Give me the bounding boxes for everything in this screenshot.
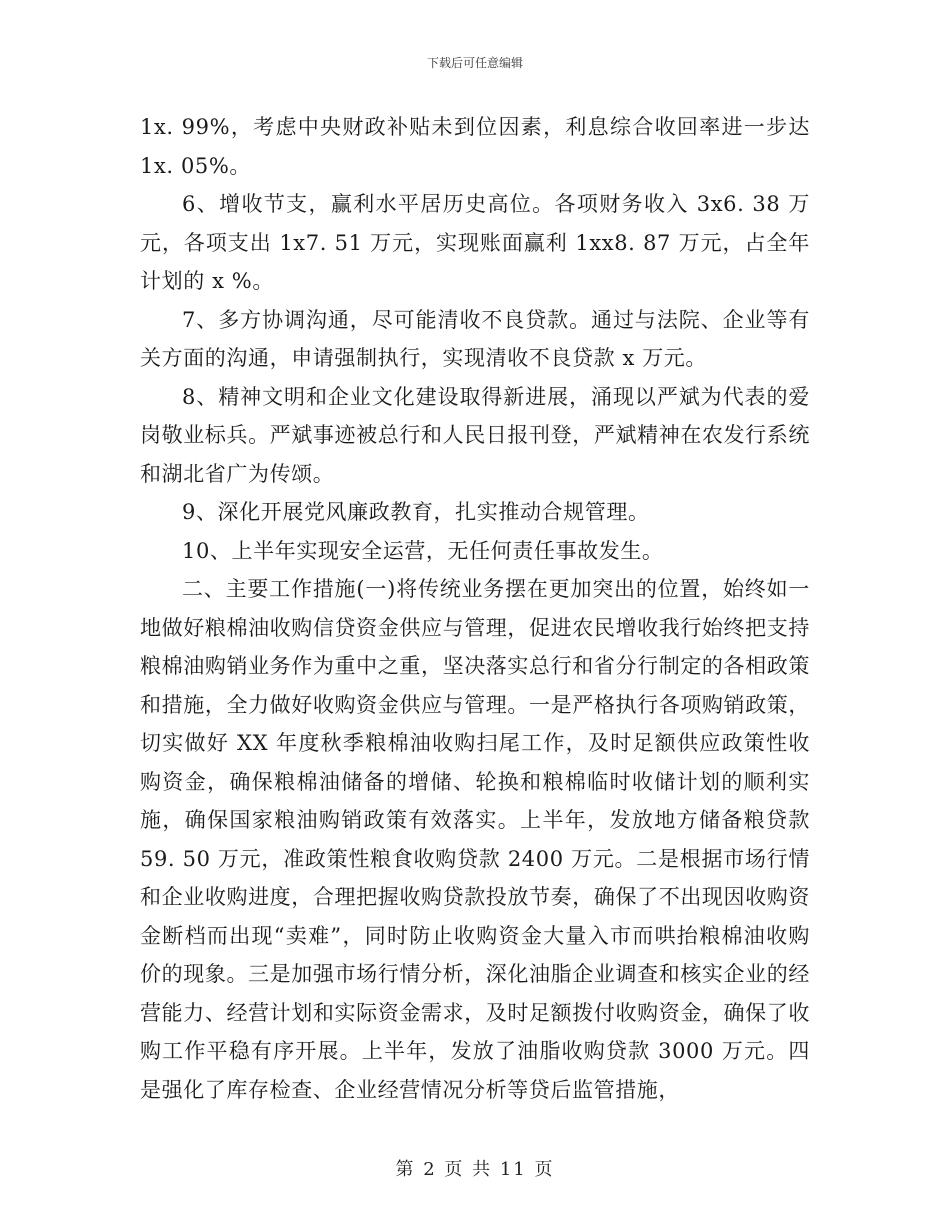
paragraph-continuation: 1x. 99%，考虑中央财政补贴未到位因素，利息综合收回率进一步达 1x. 05%。 [140,115,810,178]
paragraph-item-8: 8、精神文明和企业文化建设取得新进展，涌现以严斌为代表的爱岗敬业标兵。严斌事迹被总行和人民日报刊登，严斌精神在农发行系统和湖北省广为传颂。 [140,384,810,486]
paragraph-item-7: 7、多方协调沟通，尽可能清收不良贷款。通过与法院、企业等有关方面的沟通，申请强制执行，实现清收不良贷款 x 万元。 [140,307,810,370]
paragraph-item-9: 9、深化开展党风廉政教育，扎实推动合规管理。 [182,500,650,524]
document-body [140,108,810,1109]
page-header: 下载后可任意编辑 [426,56,523,70]
paragraph-item-6: 6、增收节支，赢利水平居历史高位。各项财务收入 3x6. 38 万元，各项支出 1x7. 51 万元，实现账面赢利 1xx8. 87 万元，占全年计划的 x %。 [140,192,810,293]
paragraph-item-10: 10、上半年实现安全运营，无任何责任事故发生。 [182,538,664,563]
paragraph-section-2: 二、主要工作措施(一)将传统业务摆在更加突出的位置，始终如一地做好粮棉油收购信贷资金供应与管理，促进农民增收我行始终把支持粮棉油购销业务作为重中之重，坚决落实总行和省分行制定的各相政策和措施，全力做好收购资金供应与管理。一是严格执行各项购销政策，切实做好 XX 年度秋季粮棉油收购扫尾工作，及时足额供应政策性收购资金，确保粮棉油储备的增储、轮换和粮棉临时收储计划的顺利实施，确保国家粮油购销政策有效落实。上半年，发放地方储备粮贷款 59. 50 万元，准政策性粮食收购贷款 2400 万元。二是根据市场行情和企业收购进度，合理把握收购贷款投放节奏，确保了不出现因收购资金断档而出现“卖难”，同时防止收购资金大量入市而哄抬粮棉油收购价的现象。三是加强市场行情分析，深化油脂企业调查和核实企业的经营能力、经营计划和实际资金需求，及时足额拨付收购资金，确保了收购工作平稳有序开展。上半年，发放了油脂收购贷款 3000 万元。四是强化了库存检查、企业经营情况分析等贷后监管措施， [140,577,810,1102]
page-number: 第 2 页 共 11 页 [395,1159,555,1180]
